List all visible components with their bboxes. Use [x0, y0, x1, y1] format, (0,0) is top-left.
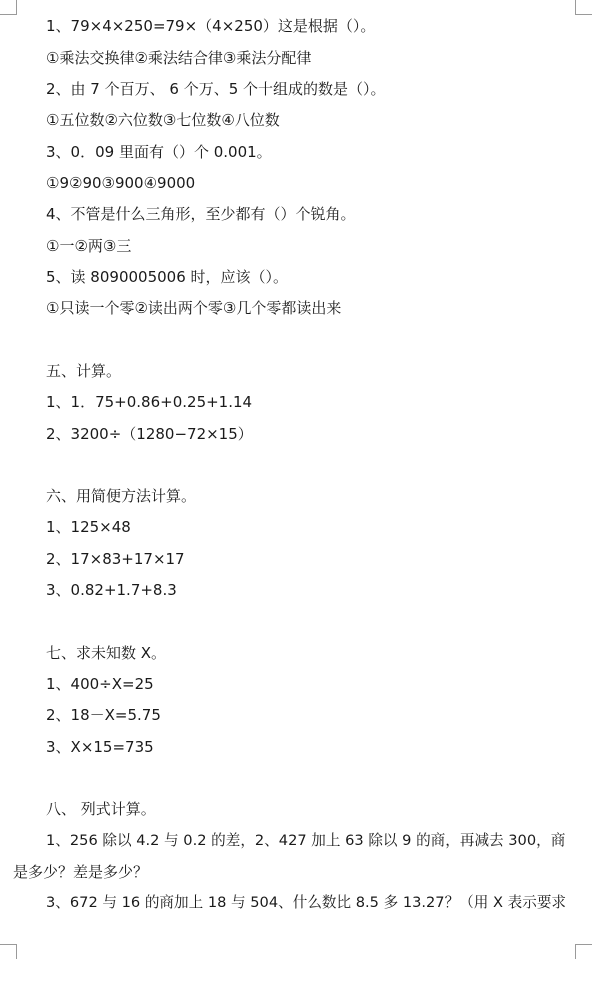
- section-5-heading: 五、计算。: [46, 362, 122, 380]
- question-4: 4、不管是什么三角形，至少都有（）个锐角。: [46, 205, 356, 223]
- question-3: 3、0．09 里面有（）个 0.001。: [46, 143, 272, 161]
- crop-mark-bottom-left: [0, 944, 17, 959]
- question-3-options: ①9②90③900④9000: [46, 174, 196, 192]
- simplify-item-1: 1、125×48: [46, 518, 131, 536]
- question-1: 1、79×4×250=79×（4×250）这是根据（）。: [46, 17, 376, 35]
- equation-item-2: 2、18－X=5.75: [46, 706, 161, 724]
- question-4-options: ①一②两③三: [46, 237, 132, 255]
- question-5: 5、读 8090005006 时，应该（）。: [46, 268, 289, 286]
- word-problem-1: 1、256 除以 4.2 与 0.2 的差，2、427 加上 63 除以 9 的商，再减去 300，商: [46, 832, 566, 849]
- question-2-options: ①五位数②六位数③七位数④八位数: [46, 111, 280, 129]
- question-2: 2、由 7 个百万、 6 个万、5 个十组成的数是（）。: [46, 80, 386, 98]
- equation-item-1: 1、400÷X=25: [46, 675, 154, 693]
- question-1-options: ①乘法交换律②乘法结合律③乘法分配律: [46, 49, 312, 67]
- section-8-heading: 八、 列式计算。: [46, 800, 156, 818]
- section-6-heading: 六、用简便方法计算。: [46, 487, 197, 505]
- equation-item-3: 3、X×15=735: [46, 738, 154, 756]
- section-7-heading: 七、求未知数 X。: [46, 644, 167, 662]
- word-problem-3: 3、672 与 16 的商加上 18 与 504、什么数比 8.5 多 13.27？（用 X 表示要求: [46, 894, 567, 911]
- crop-mark-bottom-right: [575, 944, 592, 959]
- question-5-options: ①只读一个零②读出两个零③几个零都读出来: [46, 299, 342, 317]
- word-problem-1-continued: 是多少？差是多少？: [13, 863, 149, 881]
- simplify-item-2: 2、17×83+17×17: [46, 550, 185, 568]
- simplify-item-3: 3、0.82+1.7+8.3: [46, 581, 177, 599]
- calc-item-1: 1、1．75+0.86+0.25+1.14: [46, 393, 253, 411]
- crop-mark-top-left: [0, 0, 17, 15]
- calc-item-2: 2、3200÷（1280−72×15）: [46, 425, 253, 443]
- crop-mark-top-right: [575, 0, 592, 15]
